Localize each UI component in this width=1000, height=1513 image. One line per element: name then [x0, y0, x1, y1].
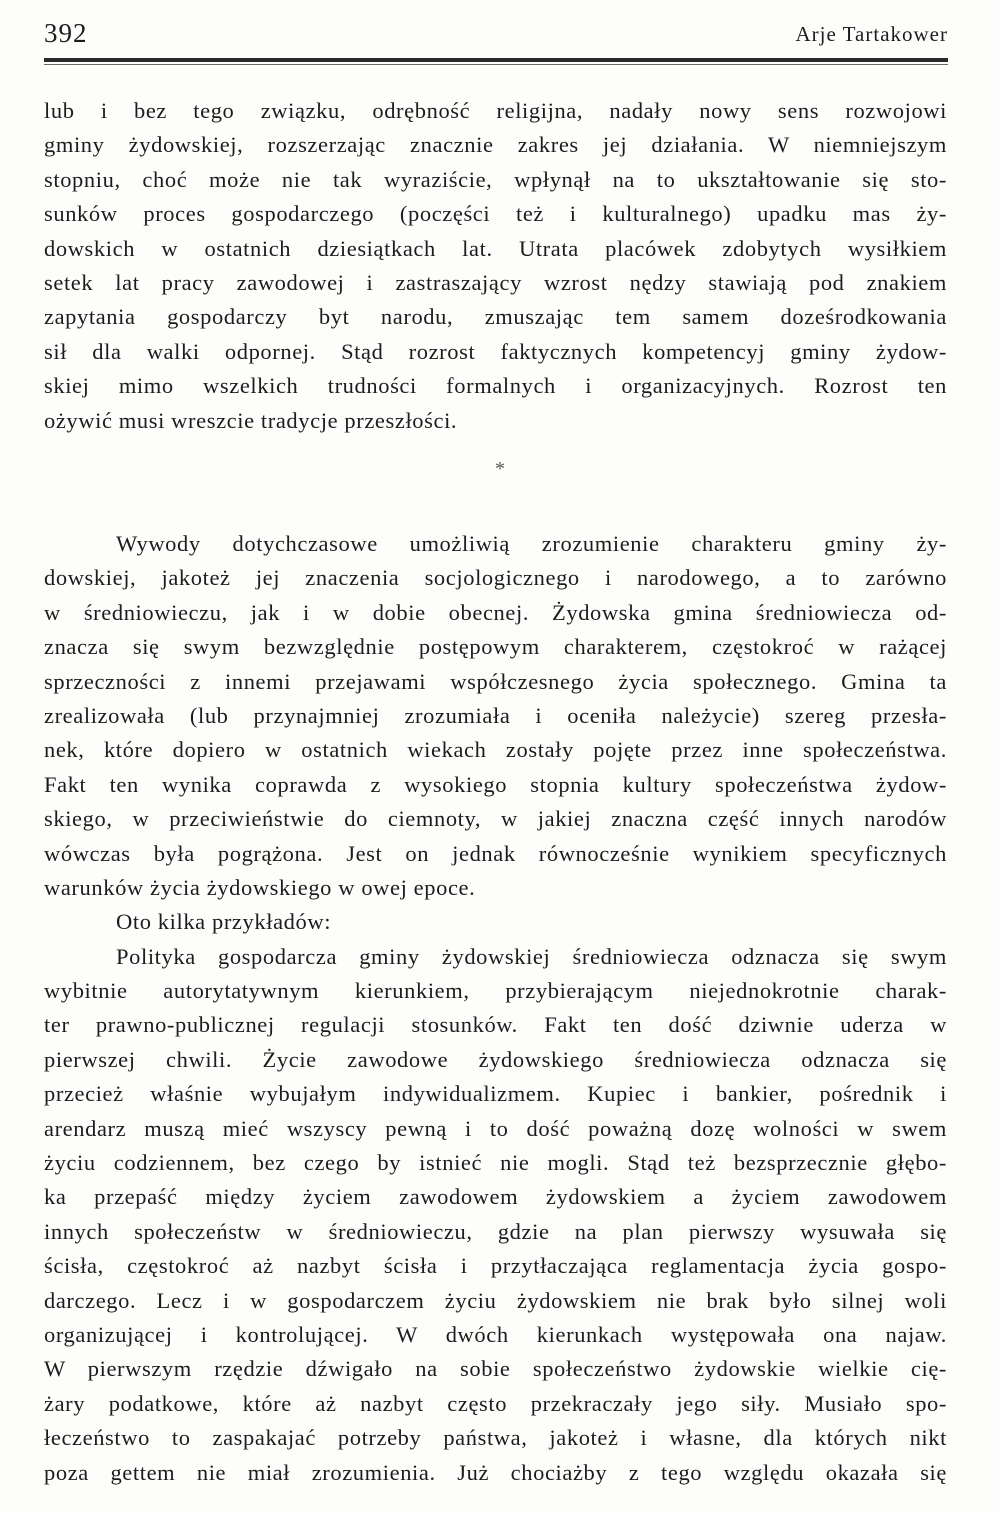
text-line: łeczeństwo to zaspakajać potrzeby państwa, jakoteż i własne, dla których nikt — [44, 1425, 947, 1451]
text-line: w średniowieczu, jak i w dobie obecnej. Żydowska gmina średniowiecza od- — [44, 599, 947, 625]
text-line: sił dla walki odpornej. Stąd rozrost faktycznych kompetencyj gminy żydow- — [44, 338, 947, 364]
text-line: zapytania gospodarczy byt narodu, zmuszając tem samem doześrodkowania — [44, 304, 947, 330]
text-line: poza gettem nie miał zrozumienia. Już chociażby z tego względu okazała się — [44, 1459, 947, 1485]
text-line: lub i bez tego związku, odrębność religijna, nadały nowy sens rozwojowi — [44, 98, 947, 123]
text-line: wówczas była pogrążona. Jest on jednak równocześnie wynikiem specyficznych — [44, 840, 947, 866]
paragraph-1 — [44, 94, 947, 438]
text-line: ter prawno-publicznej regulacji stosunków. Fakt ten dość dziwnie uderza w — [44, 1012, 947, 1038]
text-line: ożywić musi wreszcie tradycje przeszłości. — [44, 407, 458, 433]
text-line: darczego. Lecz i w gospodarczem życiu żydowskiem nie brak było silnej woli — [44, 1287, 947, 1313]
text-line: wybitnie autorytatywnym kierunkiem, przybierającym niejednokrotnie charak- — [44, 978, 947, 1004]
text-line: setek lat pracy zawodowej i zastraszający wzrost nędzy stawiają pod znakiem — [44, 269, 947, 295]
text-line: Fakt ten wynika coprawda z wysokiego stopnia kultury społeczeństwa żydow- — [44, 771, 947, 797]
header-rule-thin — [44, 64, 948, 65]
section-break-asterisk: * — [495, 458, 505, 480]
text-line: pierwszej chwili. Życie zawodowe żydowskiego średniowiecza odznacza się — [44, 1046, 947, 1072]
header-rule — [44, 58, 948, 62]
text-line: ka przepaść między życiem zawodowem żydowskiem a życiem zawodowem — [44, 1184, 947, 1210]
paragraph-2 — [44, 527, 947, 905]
text-line: dowskiej, jakoteż jej znaczenia socjologicznego i narodowego, a to zarówno — [44, 565, 947, 591]
text-line: dowskich w ostatnich dziesiątkach lat. Utrata placówek zdobytych wysiłkiem — [44, 235, 947, 261]
text-line: przecież właśnie wybujałym indywidualizmem. Kupiec i bankier, pośrednik i — [44, 1081, 947, 1107]
text-line: znacza się swym bezwzględnie postępowym charakterem, częstokroć w rażącej — [44, 634, 947, 660]
running-title: Arje Tartakower — [795, 22, 948, 46]
text-line: żary podatkowe, które aż nazbyt często przekraczały jego siły. Musiało spo- — [44, 1390, 947, 1416]
text-line: Oto kilka przykładów: — [116, 909, 332, 935]
text-line: sunków proces gospodarczego (poczęści też i kulturalnego) upadku mas ży- — [44, 201, 947, 227]
text-line: skiej mimo wszelkich trudności formalnych i organizacyjnych. Rozrost ten — [44, 373, 947, 399]
text-line: zrealizowała (lub przynajmniej zrozumiała i oceniła należycie) szereg przesła- — [44, 702, 947, 728]
text-line: organizującej i kontrolującej. W dwóch kierunkach występowała ona najaw. — [44, 1321, 947, 1347]
text-line: warunków życia żydowskiego w owej epoce. — [44, 874, 476, 900]
text-line: Polityka gospodarcza gminy żydowskiej średniowiecza odznacza się swym — [116, 943, 947, 969]
paragraph-4 — [44, 940, 947, 1490]
running-head — [44, 18, 948, 54]
text-line: skiego, w przeciwieństwie do ciemnoty, w jakiej znaczna część innych narodów — [44, 806, 947, 832]
text-line: gminy żydowskiej, rozszerzając znacznie zakres jej działania. W niemniejszym — [44, 132, 947, 158]
text-line: arendarz muszą mieć wszyscy pewną i to dość poważną dozę wolności w swem — [44, 1115, 947, 1141]
main-text — [44, 527, 947, 1490]
text-line: sprzeczności z innemi przejawami współczesnego życia społecznego. Gmina ta — [44, 668, 947, 694]
text-line: ścisła, częstokroć aż nazbyt ścisła i przytłaczająca reglamentacja życia gospo- — [44, 1253, 947, 1279]
text-line: W pierwszym rzędzie dźwigało na sobie społeczeństwo żydowskie wielkie cię- — [44, 1356, 947, 1382]
paragraph-3 — [44, 905, 947, 939]
text-line: stopniu, choć może nie tak wyraziście, wpłynął na to ukształtowanie się sto- — [44, 166, 947, 192]
text-line: nek, które dopiero w ostatnich wiekach zostały pojęte przez inne społeczeństwa. — [44, 737, 947, 763]
text-line: życiu codziennem, bez czego by istnieć nie mogli. Stąd też bezsprzecznie głębo- — [44, 1150, 947, 1176]
page-number: 392 — [44, 18, 88, 48]
text-line: Wywody dotychczasowe umożliwią zrozumienie charakteru gminy ży- — [116, 531, 947, 556]
text-line: innych społeczeństw w średniowieczu, gdzie na plan pierwszy wysuwała się — [44, 1218, 947, 1244]
